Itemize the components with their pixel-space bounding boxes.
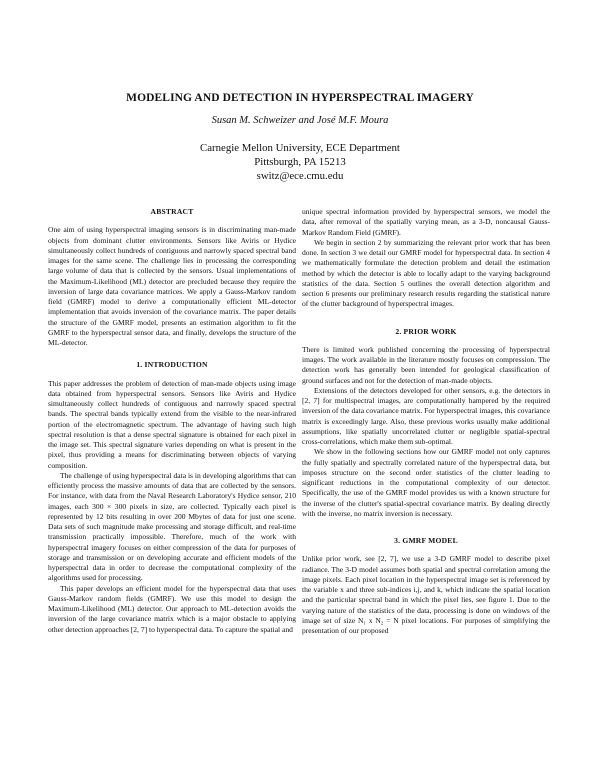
- affiliation-email: switz@ece.cmu.edu: [256, 170, 344, 182]
- prior-work-paragraph-2: Extensions of the detectors developed for other sensors, e.g. the detectors in [2, 7] for multispectral images, are computationally hampered by the required inversion of the data covariance matrix. For hyperspectral images, this covariance matrix is exceedingly large. Also, these previous works usually make additional assumptions, like spatially uncorrelated clutter or negligible spatial-spectral cross-correlations, which make them sub-optimal.: [302, 385, 550, 446]
- prior-work-paragraph-3: We show in the following sections how our GMRF model not only captures the fully spatially and spectrally correlated nature of the hyperspectral data, but imposes structure on the second order statistics of the clutter leading to significant reductions in the computational complexity of our detector. Specifically, the use of the GMRF model provides us with a known structure for the inverse of the clutter's spatial-spectral covariance matrix. By dealing directly with the inverse, no matrix inversion is necessary.: [302, 447, 550, 518]
- affiliation-address: Pittsburgh, PA 15213: [254, 156, 346, 168]
- prior-work-paragraph-1: There is limited work published concerning the processing of hyperspectral images. The work available in the literature mostly focuses on compression. The detection work has generally been intended for geological classification of ground surfaces and not for the detection of man-made objects.: [302, 344, 550, 385]
- affiliation-block: [0, 141, 600, 183]
- intro-paragraph-1: This paper addresses the problem of detection of man-made objects using image data obtained from hyperspectral sensors. Sensors like Aviris and Hydice simultaneously collect hundreds of contiguous and narrowly spaced spectral bands. The spectral bands typically extend from the visible to the near-infrared portion of the electromagnetic spectrum. The advantage of having such high spectral resolution is that a dense spectral signature is obtained for each pixel in the image set. This spectral signature varies depending on what is present in the pixel, thus providing a means for discriminating between objects of varying composition.: [48, 378, 296, 470]
- paper-title: MODELING AND DETECTION IN HYPERSPECTRAL IMAGERY: [126, 92, 474, 104]
- right-column: [302, 207, 550, 636]
- intro-paragraph-2: The challenge of using hyperspectral data is in developing algorithms that can efficiently process the massive amounts of data that are collected by the sensors. For instance, with data from the Naval Research Laboratory's Hydice sensor, 210 images, each 300 × 300 pixels in size, are collected. Typically each pixel is represented by 12 bits resulting in over 200 Mbytes of data for just one scene. Data sets of such magnitude make processing and storage difficult, and real-time transmission practically impossible. Therefore, much of the work with hyperspectral imagery focuses on either compression of the data for purposes of storage and transmission or on developing accurate and efficient models of the hyperspectral data in order to decrease the computational complexity of the algorithms used for processing.: [48, 470, 296, 583]
- paper-authors: Susan M. Schweizer and José M.F. Moura: [211, 115, 389, 126]
- intro-continued-paragraph-2: We begin in section 2 by summarizing the relevant prior work that has been done. In section 3 we detail our GMRF model for hyperspectral data. In section 4 we mathematically formulate the detection problem and detail the estimation method by which the detector is able to locally adapt to the varying background statistics of the data. Section 5 outlines the overall detection algorithm and section 6 presents our preliminary research results regarding the statistical nature of the clutter background of hyperspectral images.: [302, 237, 550, 309]
- affiliation-institution: Carnegie Mellon University, ECE Department: [200, 142, 400, 154]
- intro-continued-paragraph-1: unique spectral information provided by hyperspectral sensors, we model the data, after removal of the spatially varying mean, as a 3-D, noncausal Gauss-Markov Random Field (GMRF).: [302, 207, 550, 237]
- gmrf-model-heading: 3. GMRF MODEL: [394, 536, 458, 545]
- abstract-text: One aim of using hyperspectral imaging sensors is in discriminating man-made objects from dominant clutter environments. Sensors like Aviris or Hydice simultaneously collect hundreds of contiguous and narrowly spaced spectral band images for the same scene. The challenge lies in processing the corresponding large volume of data that is collected by the sensors. Usual implementations of the Maximum-Likelihood (ML) detector are precluded because they require the inversion of large data covariance matrices. We apply a Gauss-Markov random field (GMRF) model to derive a computationally efficient ML-detector implementation that avoids inversion of the covariance matrix. The paper details the structure of the GMRF model, presents an estimation algorithm to fit the GMRF to the hyperspectral sensor data, and finally, develops the structure of the ML-detector.: [48, 225, 296, 347]
- intro-paragraph-3: This paper develops an efficient model for the hyperspectral data that uses Gauss-Markov random fields (GMRF). We use this model to design the Maximum-Likelihood (ML) detector. Our approach to ML-detection avoids the inversion of the large covariance matrix which is a major obstacle to applying other detection approaches [2, 7] to hyperspectral data. To capture the spatial and: [48, 583, 296, 634]
- prior-work-heading: 2. PRIOR WORK: [395, 326, 457, 336]
- abstract-heading: ABSTRACT: [150, 207, 194, 216]
- introduction-heading: 1. INTRODUCTION: [136, 360, 208, 370]
- left-column: [48, 207, 296, 635]
- gmrf-model-paragraph-1: Unlike prior work, see [2, 7], we use a 3-D GMRF model to describe pixel radiance. The 3-D model assumes both spatial and spectral correlation among the image pixels. Each pixel location in the hyperspectral image set is referenced by the variable x and three sub-indices i,j, and k, which indicate the spatial location and the particular spectral band in which the pixel lies, see figure 1. Due to the varying nature of the statistics of the data, processing is done on windows of the image set of size N₁ x N₂ = N pixel locations. For purposes of simplifying the presentation of our proposed: [302, 554, 550, 635]
